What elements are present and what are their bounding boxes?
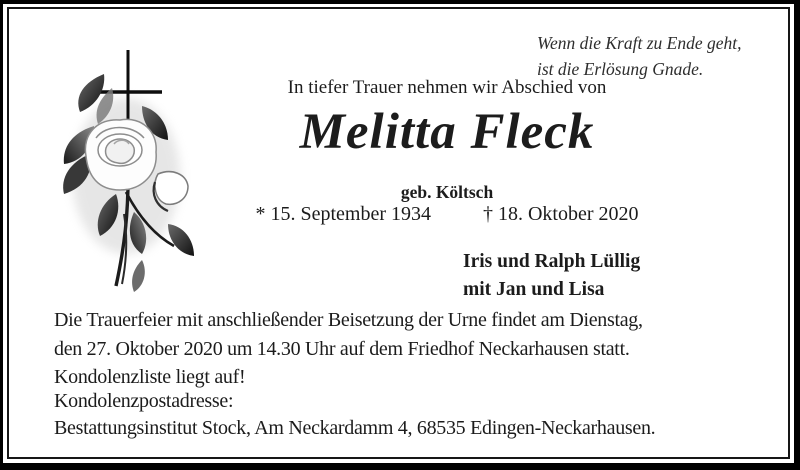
ceremony-paragraph	[54, 306, 643, 392]
life-dates	[228, 203, 666, 226]
mourners-line-1: Iris und Ralph Lüllig	[463, 251, 641, 272]
deceased-name: Melitta Fleck	[299, 104, 595, 160]
birth-date: * 15. September 1934	[255, 203, 431, 225]
quote-line-2: ist die Erlösung Gnade.	[537, 59, 704, 79]
maiden-name: geb. Költsch	[400, 182, 494, 202]
ceremony-line-3: Kondolenzliste liegt auf!	[54, 366, 246, 388]
mourners-block	[463, 248, 640, 304]
condolence-address: Bestattungsinstitut Stock, Am Neckardamm 4, 68535 Edingen-Neckarhausen.	[54, 417, 656, 439]
intro-line: In tiefer Trauer nehmen wir Abschied von	[287, 77, 607, 98]
condolence-label: Kondolenzpostadresse:	[54, 390, 234, 412]
condolence-block	[54, 388, 655, 442]
cross-rose-icon	[52, 34, 222, 300]
ceremony-line-1: Die Trauerfeier mit anschließender Beisetzung der Urne findet am Dienstag,	[54, 309, 643, 331]
death-date: † 18. Oktober 2020	[482, 203, 639, 225]
quote-line-1: Wenn die Kraft zu Ende geht,	[537, 33, 742, 53]
ceremony-line-2: den 27. Oktober 2020 um 14.30 Uhr auf dem Friedhof Neckarhausen statt.	[54, 337, 630, 360]
quote-block	[537, 30, 741, 82]
mourners-line-2: mit Jan und Lisa	[463, 279, 605, 300]
